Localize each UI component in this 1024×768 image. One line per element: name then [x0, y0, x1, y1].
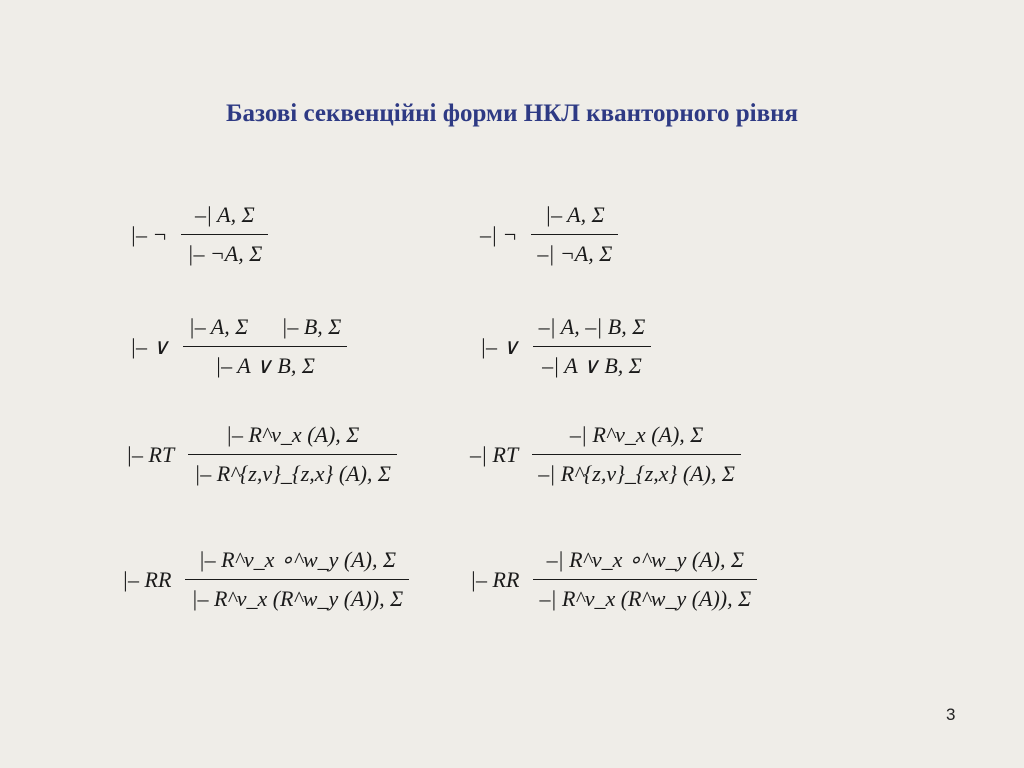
rule-neg-proof [130, 200, 268, 269]
rule-or-proof [130, 312, 347, 381]
rule-conclusion: |– ¬A, Σ [187, 241, 263, 266]
rule-or-refute [480, 312, 651, 381]
rule-name: |– ∨ [480, 333, 519, 359]
rule-conclusion: |– R^v_x (R^w_y (A)), Σ [191, 586, 404, 611]
rule-rt-proof [126, 420, 397, 489]
fraction-bar [185, 579, 409, 580]
fraction-bar [183, 346, 348, 347]
rule-premise: –| A, –| B, Σ [538, 314, 646, 339]
rule-premise: –| R^v_x (A), Σ [569, 422, 704, 447]
rule-name: |– RT [126, 441, 175, 467]
fraction-bar [532, 454, 741, 455]
rule-name: |– RR [122, 566, 172, 592]
rule-conclusion: –| A ∨ B, Σ [542, 353, 642, 378]
rule-rr-refute [470, 545, 757, 614]
rule-conclusion: –| ¬A, Σ [537, 241, 613, 266]
slide-title: Базові секвенційні форми НКЛ кванторного рівня [225, 100, 799, 127]
rule-premise: –| A, Σ [195, 202, 255, 227]
rule-conclusion: |– R^{z,v}_{z,x} (A), Σ [194, 461, 392, 486]
rule-premise: |– R^v_x (A), Σ [225, 422, 360, 447]
rule-fraction [531, 200, 618, 269]
rule-fraction [533, 312, 652, 381]
rule-rr-proof [122, 545, 409, 614]
fraction-bar [181, 234, 268, 235]
rule-fraction [185, 545, 409, 614]
rule-name: |– ∨ [130, 333, 169, 359]
rule-neg-refute [480, 200, 618, 269]
rule-fraction [532, 420, 741, 489]
rule-conclusion: –| R^v_x (R^w_y (A)), Σ [539, 586, 752, 611]
rule-premise: |– R^v_x ∘^w_y (A), Σ [198, 547, 397, 572]
rule-premise: –| R^v_x ∘^w_y (A), Σ [546, 547, 745, 572]
rule-conclusion: |– A ∨ B, Σ [215, 353, 315, 378]
rule-name: –| RT [470, 441, 519, 467]
rule-premise: |– A, Σ |– B, Σ [188, 314, 342, 339]
rule-name: |– ¬ [130, 221, 168, 247]
rule-premise: |– A, Σ [545, 202, 605, 227]
rule-rt-refute [470, 420, 741, 489]
fraction-bar [533, 346, 652, 347]
rule-name: –| ¬ [480, 221, 518, 247]
rule-fraction [183, 312, 348, 381]
fraction-bar [188, 454, 397, 455]
rule-fraction [181, 200, 268, 269]
rule-fraction [188, 420, 397, 489]
page-number: 3 [946, 705, 956, 724]
rule-fraction [533, 545, 757, 614]
rule-conclusion: –| R^{z,v}_{z,x} (A), Σ [538, 461, 736, 486]
fraction-bar [531, 234, 618, 235]
fraction-bar [533, 579, 757, 580]
rule-name: |– RR [470, 566, 520, 592]
